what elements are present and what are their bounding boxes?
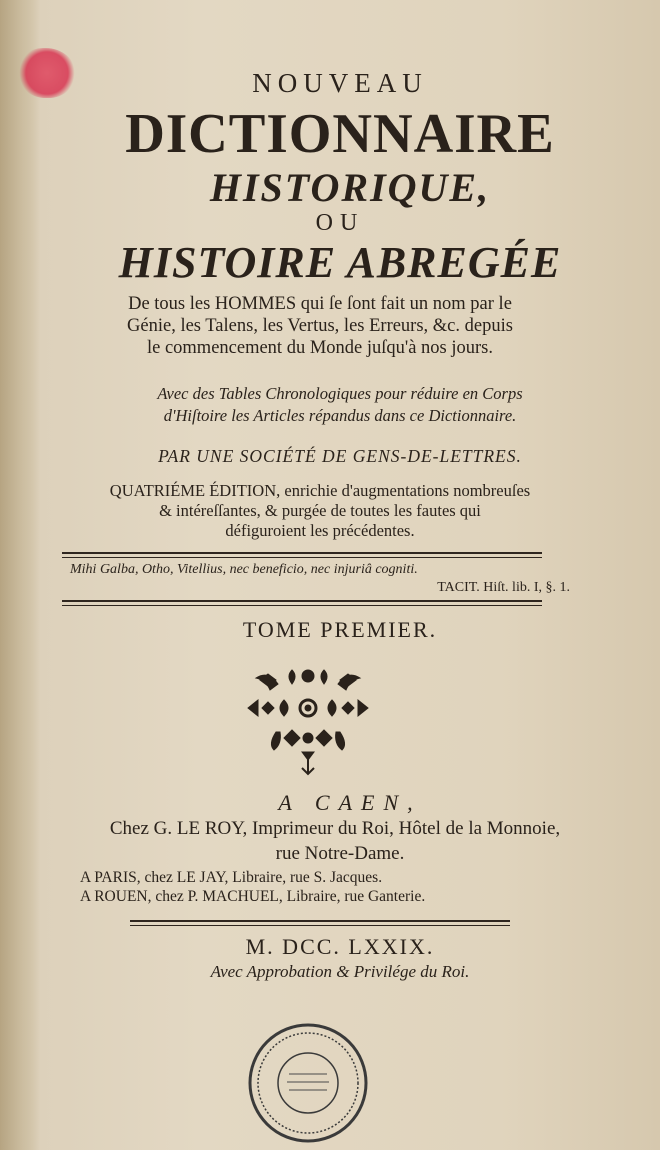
heading-ou: OU <box>315 210 365 236</box>
edition-line: défiguroient les précédentes. <box>225 521 415 540</box>
author-societe: PAR UNE SOCIÉTÉ DE GENS-DE-LETTRES. <box>158 446 522 466</box>
rule-bottom <box>62 600 542 606</box>
heading-nouveau: NOUVEAU <box>252 68 428 98</box>
edition-line: QUATRIÉME ÉDITION, enrichie d'augmentations nombreuſes <box>109 481 531 500</box>
binding-gutter <box>0 0 40 1150</box>
description <box>60 293 580 359</box>
edition-line: & intéreſſantes, & purgée de toutes les fautes qui <box>159 501 481 520</box>
approbation: Avec Approbation & Privilége du Roi. <box>210 962 470 981</box>
bookseller-rouen: A ROUEN, chez P. MACHUEL, Libraire, rue Ganterie. <box>80 888 426 905</box>
description-line: le commencement du Monde juſqu'à nos jours. <box>146 338 494 358</box>
heading-historique: HISTORIQUE, <box>209 165 491 210</box>
heading-histoire-abregee: HISTOIRE ABREGÉE <box>118 238 562 287</box>
tome-label: TOME PREMIER. <box>242 617 438 642</box>
floral-vignette-icon <box>228 662 388 776</box>
tables-note <box>45 383 635 427</box>
description-line: Génie, les Talens, les Vertus, les Erreurs, &c. depuis <box>127 316 513 336</box>
epigraph: Mihi Galba, Otho, Vitellius, nec beneficio, nec injuriâ cogniti. <box>70 562 418 577</box>
edition-note <box>55 481 585 541</box>
description-line: De tous les HOMMES qui ſe ſont fait un nom par le <box>128 294 512 314</box>
publication-date: M. DCC. LXXIX. <box>245 934 435 959</box>
epigraph-source: TACIT. Hiſt. lib. I, §. 1. <box>437 580 570 595</box>
tables-line: d'Hiſtoire les Articles répandus dans ce Dictionnaire. <box>163 406 517 425</box>
booksellers <box>80 868 600 906</box>
imprint-printer: Chez G. LE ROY, Imprimeur du Roi, Hôtel de la Monnoie, <box>109 818 561 839</box>
bookseller-paris: A PARIS, chez LE JAY, Libraire, rue S. Jacques. <box>80 869 383 886</box>
imprint-street: rue Notre-Dame. <box>275 843 405 864</box>
imprint-city: A CAEN, <box>278 790 422 815</box>
heading-dictionnaire: DICTIONNAIRE <box>125 103 555 165</box>
rule-top <box>62 552 542 558</box>
rule-imprint <box>130 920 510 926</box>
tables-line: Avec des Tables Chronologiques pour réduire en Corps <box>157 384 523 403</box>
library-stamp-icon <box>247 1022 369 1144</box>
